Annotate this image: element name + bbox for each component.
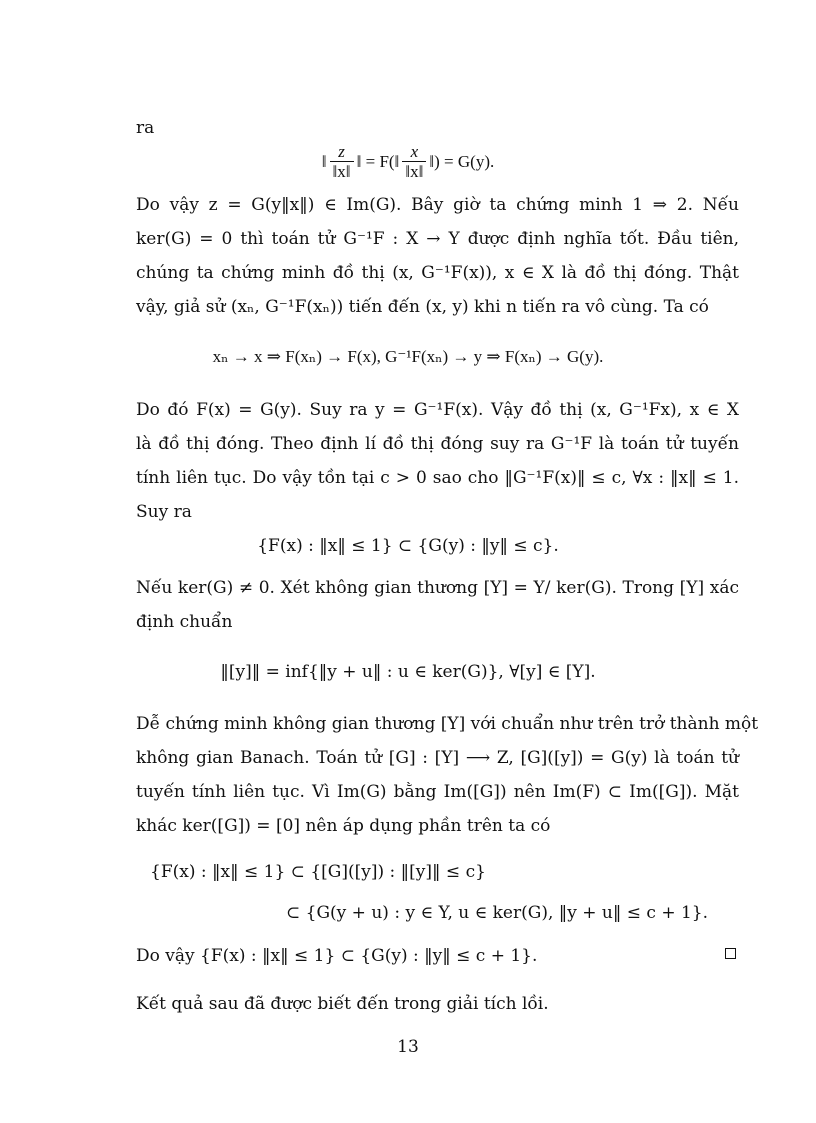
- display-equation-2: xₙ → x ⇒ F(xₙ) → F(x), G⁻¹F(xₙ) → y ⇒ F(xₙ) → G(y).: [212, 347, 604, 366]
- fraction-denominator: ‖x‖: [330, 161, 354, 182]
- text-line: chúng ta chứng minh đồ thị (x, G⁻¹F(x)), x ∈ X là đồ thị đóng. Thật: [136, 263, 739, 283]
- text-line: Do đó F(x) = G(y). Suy ra y = G⁻¹F(x). Vậy đồ thị (x, G⁻¹Fx), x ∈ X: [136, 400, 739, 420]
- text-line: Dễ chứng minh không gian thương [Y] với chuẩn như trên trở thành một: [136, 714, 759, 734]
- eq-text: ‖) = G(y).: [429, 152, 495, 171]
- text-line: Nếu ker(G) ≠ 0. Xét không gian thương [Y] = Y/ ker(G). Trong [Y] xác: [136, 578, 739, 598]
- text-line: Do vậy {F(x) : ‖x‖ ≤ 1} ⊂ {G(y) : ‖y‖ ≤ c + 1}.: [136, 946, 538, 966]
- text-line: định chuẩn: [136, 612, 233, 632]
- eq-text: ‖ = F(‖: [356, 152, 400, 171]
- text-line: ker(G) = 0 thì toán tử G⁻¹F : X → Y được định nghĩa tốt. Đầu tiên,: [136, 229, 739, 249]
- fraction: [330, 143, 354, 182]
- fraction: [402, 143, 426, 182]
- display-equation-3: {F(x) : ‖x‖ ≤ 1} ⊂ {G(y) : ‖y‖ ≤ c}.: [257, 536, 559, 556]
- display-equation-5-line-1: {F(x) : ‖x‖ ≤ 1} ⊂ {[G]([y]) : ‖[y]‖ ≤ c}: [150, 862, 486, 882]
- text-line: không gian Banach. Toán tử [G] : [Y] ⟶ Z, [G]([y]) = G(y) là toán tử: [136, 748, 739, 768]
- display-equation-1: [0, 138, 816, 186]
- text-line: Do vậy z = G(y‖x‖) ∈ Im(G). Bây giờ ta chứng minh 1 ⇒ 2. Nếu: [136, 195, 739, 215]
- page-number: 13: [397, 1037, 419, 1057]
- display-equation-4: ‖[y]‖ = inf{‖y + u‖ : u ∈ ker(G)}, ∀[y] ∈ [Y].: [220, 662, 596, 682]
- fraction-numerator: x: [410, 141, 419, 161]
- eq-symbol: ‖: [321, 152, 327, 171]
- qed-square-icon: [725, 948, 736, 959]
- fraction-denominator: ‖x‖: [402, 161, 426, 182]
- text-line: Kết quả sau đã được biết đến trong giải tích lồi.: [136, 994, 549, 1014]
- text-line: khác ker([G]) = [0] nên áp dụng phần trên ta có: [136, 816, 551, 836]
- text-line: ra: [136, 118, 155, 138]
- text-line: tính liên tục. Do vậy tồn tại c > 0 sao cho ‖G⁻¹F(x)‖ ≤ c, ∀x : ‖x‖ ≤ 1.: [136, 468, 739, 488]
- text-line: Suy ra: [136, 502, 192, 522]
- display-equation-5-line-2: ⊂ {G(y + u) : y ∈ Y, u ∈ ker(G), ‖y + u‖ ≤ c + 1}.: [286, 903, 709, 923]
- fraction-numerator: z: [338, 141, 345, 161]
- text-line: vậy, giả sử (xₙ, G⁻¹F(xₙ)) tiến đến (x, y) khi n tiến ra vô cùng. Ta có: [136, 297, 709, 317]
- text-line: tuyến tính liên tục. Vì Im(G) bằng Im([G]) nên Im(F) ⊂ Im([G]). Mặt: [136, 782, 739, 802]
- text-line: là đồ thị đóng. Theo định lí đồ thị đóng suy ra G⁻¹F là toán tử tuyến: [136, 434, 739, 454]
